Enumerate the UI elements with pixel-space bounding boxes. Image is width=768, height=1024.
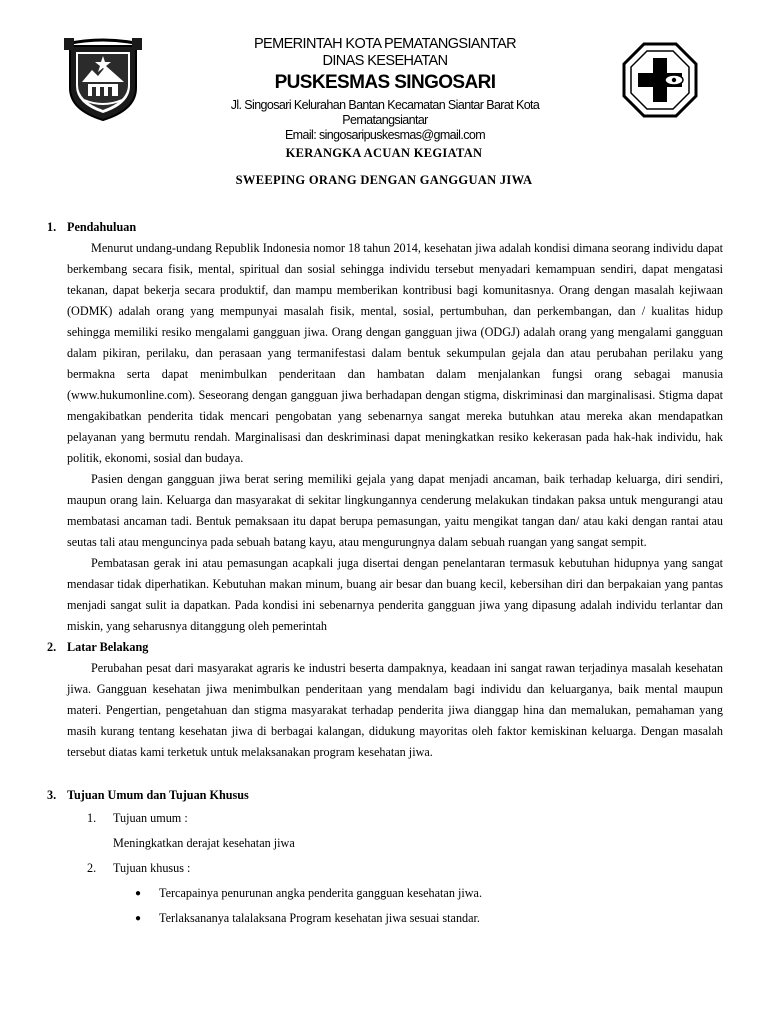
section-title: Pendahuluan [67,220,137,234]
item-label: Tujuan umum : [113,811,188,825]
email-address: Email: singosaripuskesmas@gmail.com [284,128,486,142]
letterhead [200,36,570,143]
bullet-icon: ● [135,913,142,924]
item-number: 1. [87,811,97,825]
paragraph: Pembatasan gerak ini atau pemasungan acapkali juga disertai dengan penelantaran termasuk kebutuhan hidupnya yang sangat mendasar tidak diperhatikan. Kebutuhan makan minum, buang air besar dan buang kecil, kebersihan diri dan berpakaian yang pantas menjadi sangat sulit ia dapatkan. Pada kondisi ini sebenarnya penderita gangguan jiwa yang dipasung adalah individu terlantar dan miskin, yang seharusnya ditanggung oleh pemerintah [67,556,723,633]
section-title: Latar Belakang [67,640,149,654]
city-crest-emblem-icon [64,36,142,122]
item-label: Tujuan khusus : [113,861,191,875]
department-name: DINAS KESEHATAN [322,53,448,69]
address-line-1: Jl. Singosari Kelurahan Bantan Kecamatan Siantar Barat Kota [230,98,540,112]
paragraph: Pasien dengan gangguan jiwa berat sering memiliki gejala yang dapat menjadi ancaman, baik terhadap keluarga, diri sendiri, maupun orang lain. Keluarga dan masyarakat di sekitar lingkungannya cenderung melakukan tindakan paksa untuk mengurangi atau membatasi ancaman tadi. Bentuk pemaksaan itu dapat berupa pemasungan, yaitu mengikat tangan dan/ atau kaki dengan rantai atau seutas tali atau menguncinya pada sebuah batang kayu, atau mengurungnya dalam sebuah ruangan yang sangat sempit. [67,472,723,549]
item-description: Meningkatkan derajat kesehatan jiwa [113,836,295,850]
section-number: 3. [47,788,57,802]
document-title: KERANGKA ACUAN KEGIATAN [285,146,483,160]
bullet-text: Terlaksananya talalaksana Program kesehatan jiwa sesuai standar. [159,911,480,925]
list-item-tujuan-khusus [47,856,723,881]
item-number: 2. [87,861,97,875]
paragraph: Perubahan pesat dari masyarakat agraris ke industri beserta dampaknya, keadaan ini sangat rawan terjadinya masalah kesehatan jiwa. Gangguan kesehatan jiwa menimbulkan penderitaan yang mendalam bagi individu dan keluarganya, baik mental maupun materi. Pengertian, pengetahuan dan stigma masyarakat terhadap penderita jiwa dianggap hina dan memalukan, pemahaman yang masih kurang tentang kesehatan jiwa di berbagai kalangan, didukung mayoritas oleh faktor kemiskinan keluarga. Dengan masalah tersebut diatas kami terketuk untuk melaksanakan program kesehatan jiwa. [67,661,723,759]
bullet-item [47,881,723,906]
document-subtitle: SWEEPING ORANG DENGAN GANGGUAN JIWA [235,173,533,187]
section-heading-latar-belakang [47,637,723,658]
section-number: 1. [47,220,57,234]
bullet-icon: ● [135,888,142,899]
section-heading-pendahuluan [47,217,723,238]
government-name: PEMERINTAH KOTA PEMATANGSIANTAR [253,36,517,52]
section-heading-tujuan [47,785,723,806]
list-item-tujuan-umum [47,806,723,831]
bullet-item [47,906,723,931]
section-title: Tujuan Umum dan Tujuan Khusus [67,788,249,802]
bullet-text: Tercapainya penurunan angka penderita gangguan kesehatan jiwa. [159,886,482,900]
address-line-2: Pematangsiantar [342,113,428,127]
institution-name: PUSKESMAS SINGOSARI [274,72,496,93]
section-number: 2. [47,640,57,654]
spacer [47,763,723,785]
paragraph: Menurut undang-undang Republik Indonesia nomor 18 tahun 2014, kesehatan jiwa adalah kondisi dimana seorang individu dapat berkembang secara fisik, mental, spiritual dan sosial sehingga individu tersebut menyadari kemampuan sendiri, dapat mengatasi tekanan, dapat bekerja secara produktif, dan mampu memberikan kontribusi bagi komunitasnya. Orang dengan masalah kejiwaan (ODMK) adalah orang yang mempunyai masalah fisik, mental, sosial, pertumbuhan, dan perkembangan, dan / kualitas hidup sehingga memiliki resiko mengalami gangguan jiwa. Orang dengan gangguan jiwa (ODGJ) adalah orang yang mengalami gangguan dalam pikiran, perilaku, dan perasaan yang termanifestasi dalam bentuk sekumpulan gejala dan atau perubahan perilaku yang bermakna serta dapat menimbulkan penderitaan dan hambatan dalam menjalankan fungsi orang sebagai manusia (www.hukumonline.com). Seseorang dengan gangguan jiwa berhadapan dengan stigma, diskriminasi dan marginalisasi. Stigma dapat mengakibatkan penderita tidak mencari pengobatan yang sebenarnya sangat mereka butuhkan atau mereka akan mendapatkan pelayanan yang bermutu rendah. Marginalisasi dan deskriminasi dapat meningkatkan resiko kekerasan pada hak-hak individu, hak politik, ekonomi, sosial dan budaya. [67,241,723,465]
puskesmas-cross-logo-icon [622,42,698,118]
document-body [47,217,723,931]
